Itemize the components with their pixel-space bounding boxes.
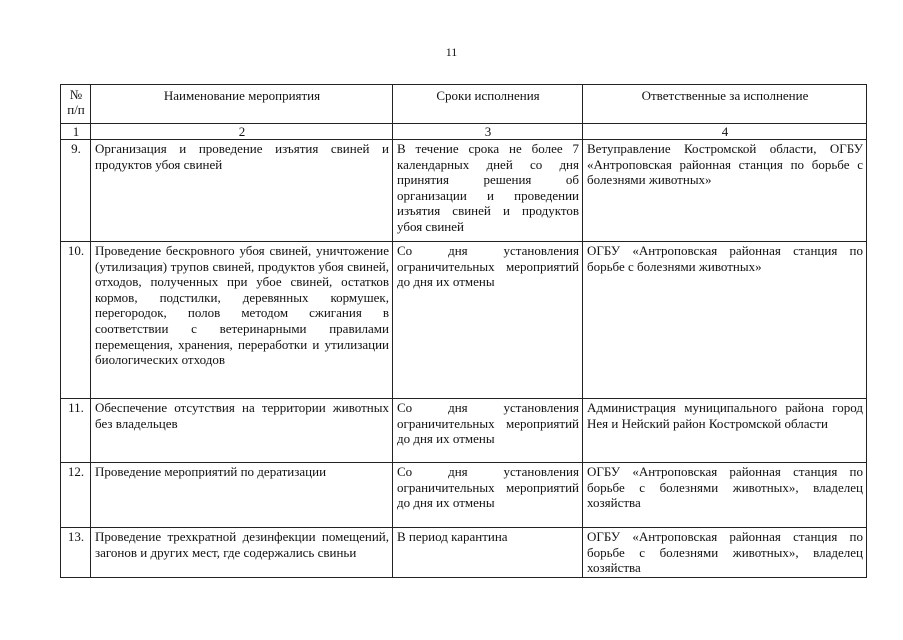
table-row — [61, 463, 867, 528]
measure-name: Проведение трехкратной дезинфекции помещений, загонов и других мест, где содержались свиньи — [91, 528, 393, 578]
row-number: 10. — [61, 242, 91, 399]
page-number: 11 — [445, 45, 458, 59]
measure-deadline: В период карантина — [393, 528, 583, 578]
column-number: 3 — [393, 124, 583, 140]
measure-name: Организация и проведение изъятия свиней и продуктов убоя свиней — [91, 140, 393, 242]
measure-name: Проведение бескровного убоя свиней, уничтожение (утилизация) трупов свиней, продуктов убоя свиней, отходов, полученных при убое свиней, остатков кормов, подстилки, деревянных кормушек, перегородок, полов методом сжигания в соответствии с ветеринарными правилами перемещения, хранения, переработки и утилизации биологических отходов — [91, 242, 393, 399]
table-row — [61, 242, 867, 399]
row-number: 11. — [61, 399, 91, 463]
measure-responsible: ОГБУ «Антроповская районная станция по борьбе с болезнями животных», владелец хозяйства — [583, 528, 867, 578]
table-row — [61, 399, 867, 463]
measure-deadline: Со дня установления ограничительных мероприятий до дня их отмены — [393, 242, 583, 399]
header-num: № п/п — [61, 85, 91, 124]
measure-name: Обеспечение отсутствия на территории животных без владельцев — [91, 399, 393, 463]
column-number-row — [61, 124, 867, 140]
header-deadline: Сроки исполнения — [393, 85, 583, 124]
row-number: 9. — [61, 140, 91, 242]
table-row — [61, 140, 867, 242]
column-number: 2 — [91, 124, 393, 140]
measure-deadline: В течение срока не более 7 календарных дней со дня принятия решения об организации и проведении изъятия свиней и продуктов убоя свиней — [393, 140, 583, 242]
header-responsible: Ответственные за исполнение — [583, 85, 867, 124]
column-number: 4 — [583, 124, 867, 140]
measures-table — [60, 84, 867, 578]
row-number: 12. — [61, 463, 91, 528]
measure-deadline: Со дня установления ограничительных мероприятий до дня их отмены — [393, 399, 583, 463]
table-header-row — [61, 85, 867, 124]
measure-responsible: Администрация муниципального района город Нея и Нейский район Костромской области — [583, 399, 867, 463]
column-number: 1 — [61, 124, 91, 140]
measure-responsible: ОГБУ «Антроповская районная станция по борьбе с болезнями животных» — [583, 242, 867, 399]
measure-responsible: ОГБУ «Антроповская районная станция по борьбе с болезнями животных», владелец хозяйства — [583, 463, 867, 528]
row-number: 13. — [61, 528, 91, 578]
measure-responsible: Ветуправление Костромской области, ОГБУ «Антроповская районная станция по борьбе с болезнями животных» — [583, 140, 867, 242]
measure-name: Проведение мероприятий по дератизации — [91, 463, 393, 528]
header-name: Наименование мероприятия — [91, 85, 393, 124]
table-row — [61, 528, 867, 578]
measure-deadline: Со дня установления ограничительных мероприятий до дня их отмены — [393, 463, 583, 528]
